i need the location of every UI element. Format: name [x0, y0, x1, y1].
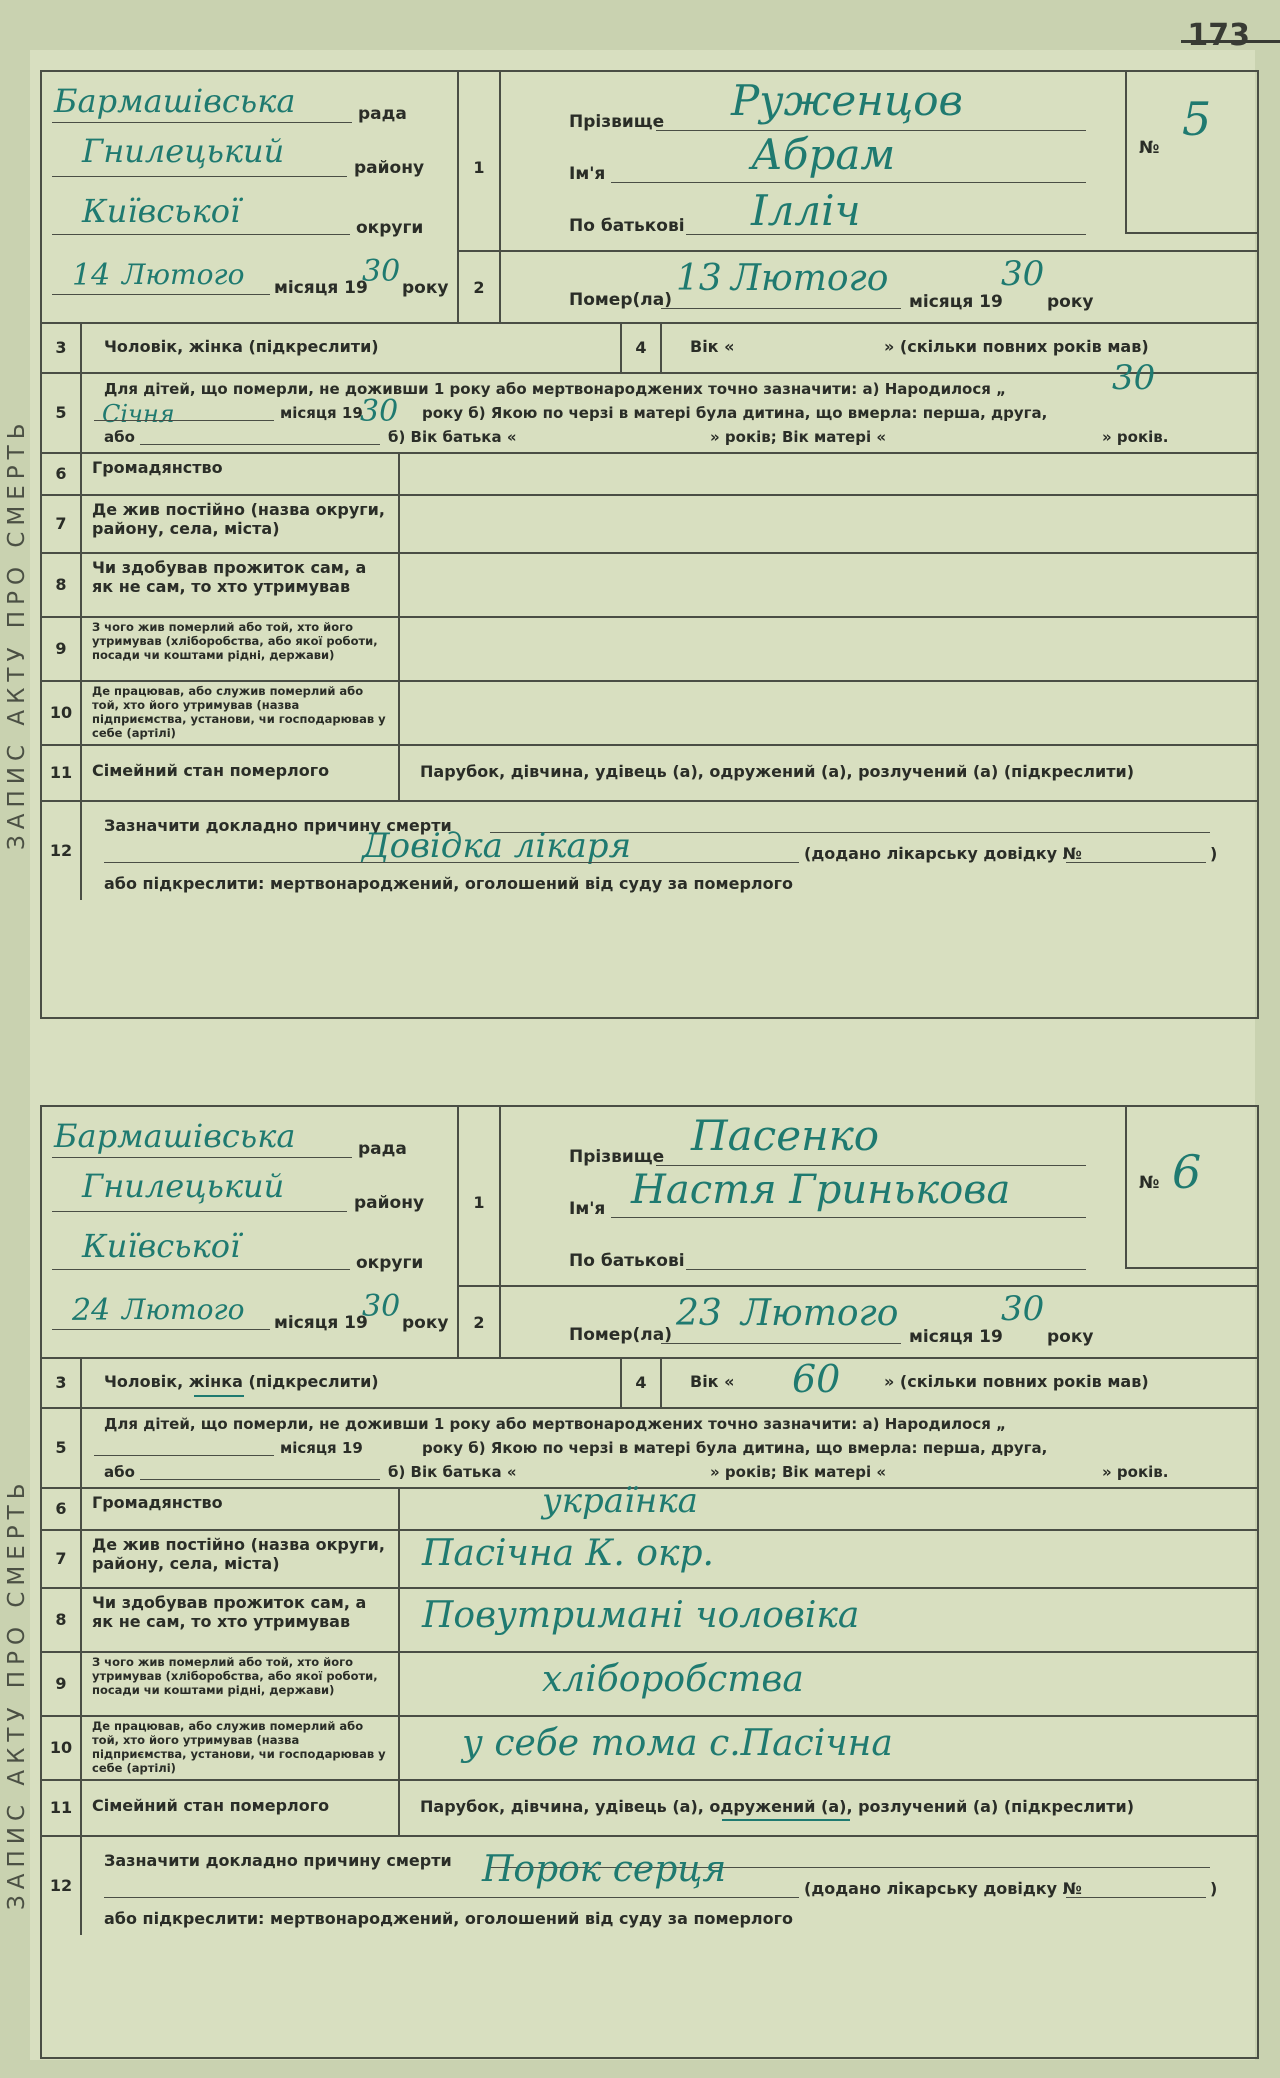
okruha-label: округи — [356, 1253, 424, 1273]
certificate-close: ) — [1210, 1879, 1218, 1898]
name-label: Ім'я — [569, 1199, 606, 1219]
died-label: Помер(ла) — [569, 1325, 672, 1345]
residence-label: Де жив постійно (назва округи, району, села, міста) — [82, 494, 400, 552]
row-work: 10 Де працював, або служив померлий або той, хто його утримував (назва підприємства, установи, чи господарював у себе (артілі) у себе тома с.Пасічна — [42, 1715, 1257, 1781]
child-line-2a: місяця 19 — [280, 1439, 363, 1457]
row-residence: 7 Де жив постійно (назва округи, району, села, міста) — [42, 494, 1257, 554]
row-work: 10 Де працював, або служив померлий або той, хто його утримував (назва підприємства, установи, чи господарював у себе (артілі) — [42, 680, 1257, 746]
deceased-block — [501, 72, 1257, 322]
patronymic-label: По батькові — [569, 216, 685, 236]
livelihood-label: З чого жив померлий або той, хто його утримував (хліборобства, або якої роботи, посади чи коштами рідні, держави) — [82, 1651, 400, 1715]
died-year: 30 — [1001, 1289, 1045, 1329]
raion-label: району — [354, 1193, 425, 1213]
rada-value: Бармашівська — [54, 82, 296, 120]
reg-month: Лютого — [122, 258, 245, 291]
number-label: № — [1139, 138, 1160, 158]
death-record-2 — [40, 1105, 1259, 2059]
child-year: 30 — [360, 394, 399, 429]
record-number: 5 — [1182, 92, 1212, 146]
row-child-info: 5 Для дітей, що померли, не доживши 1 року або мертвонароджених точно зазначити: а) Народилося „ 30 Січня місяця 19 30 року б) Якою по черзі в матері була дитина, що вмерла: перша, друга, або б) Вік батька « » років; Вік матері « » років. — [42, 372, 1257, 454]
support-label: Чи здобував прожиток сам, а як не сам, то хто утримував — [82, 552, 400, 616]
child-line-2b: року б) Якою по черзі в матері була дитина, що вмерла: перша, друга, — [422, 1439, 1048, 1457]
row-marital: 11 Сімейний стан померлого Парубок, дівчина, удівець (а), одружений (а), розлучений (а) (підкреслити) — [42, 1779, 1257, 1837]
registration-block — [42, 72, 459, 322]
died-month-label: місяця 19 — [909, 1327, 1003, 1347]
name-label: Ім'я — [569, 164, 606, 184]
row-livelihood: 9 З чого жив померлий або той, хто його утримував (хліборобства, або якої роботи, посади чи коштами рідні, держави) хліборобства — [42, 1651, 1257, 1717]
certificate-label: (додано лікарську довідку № — [804, 844, 1082, 863]
livelihood-label: З чого жив померлий або той, хто його утримував (хліборобства, або якої роботи, посади чи коштами рідні, держави) — [82, 616, 400, 680]
reg-month: Лютого — [122, 1293, 245, 1326]
reg-year: 30 — [362, 1289, 401, 1324]
residence-label: Де жив постійно (назва округи, району, села, міста) — [82, 1529, 400, 1587]
age-value: 60 — [792, 1357, 841, 1401]
residence-value: Пасічна К. окр. — [422, 1533, 714, 1574]
raion-label: району — [354, 158, 425, 178]
died-month: Лютого — [741, 1293, 899, 1334]
rada-label: рада — [358, 1139, 407, 1159]
record-header: Бармашівська рада Гнилецький району Київської округи 24 Лютого місяця 19 30 року 1 2 Прізвище Пасенко Ім'я Настя Гринькова По батькові Помер(ла) 23 Лютого місяця 19 30 року № 6 — [42, 1107, 1257, 1359]
died-day: 23 — [676, 1293, 722, 1334]
child-line-3d: » років. — [1102, 428, 1169, 446]
child-line-3a: або — [104, 428, 135, 446]
reg-year-label: року — [402, 278, 449, 298]
marital-label: Сімейний стан померлого — [82, 744, 400, 800]
certificate-close: ) — [1210, 844, 1218, 863]
work-label: Де працював, або служив померлий або той, хто його утримував (назва підприємства, установи, чи господарював у себе (артілі) — [82, 680, 400, 744]
surname-label: Прізвище — [569, 1147, 665, 1167]
age-label-close: » (скільки повних років мав) — [884, 1372, 1149, 1391]
child-month: Січня — [102, 400, 175, 428]
row-sex-age: 3 Чоловік, жінка (підкреслити) 4 Вік « 60 » (скільки повних років мав) — [42, 1357, 1257, 1409]
reg-month-label: місяця 19 — [274, 1313, 368, 1333]
child-line-2a: місяця 19 — [280, 404, 363, 422]
child-line-3c: » років; Вік матері « — [710, 1463, 887, 1481]
citizenship-label: Громадянство — [82, 452, 400, 494]
row-support: 8 Чи здобував прожиток сам, а як не сам, то хто утримував — [42, 552, 1257, 618]
marital-options: Парубок, дівчина, удівець (а), одружений (а), розлучений (а) (підкреслити) — [420, 762, 1134, 781]
row-sex-age: 3 Чоловік, жінка (підкреслити) 4 Вік « » (скільки повних років мав) — [42, 322, 1257, 374]
died-year-label: року — [1047, 1327, 1094, 1347]
sex-label: Чоловік, жінка (підкреслити) — [104, 337, 379, 356]
support-label: Чи здобував прожиток сам, а як не сам, то хто утримував — [82, 1587, 400, 1651]
age-label-open: Вік « — [690, 1372, 735, 1391]
name-value: Настя Гринькова — [631, 1167, 1011, 1213]
surname-value: Пасенко — [691, 1111, 880, 1160]
died-month-label: місяця 19 — [909, 292, 1003, 312]
row-support: 8 Чи здобував прожиток сам, а як не сам, то хто утримував Повутримані чоловіка — [42, 1587, 1257, 1653]
work-value: у себе тома с.Пасічна — [462, 1723, 893, 1764]
page-number: 173 — [1187, 18, 1250, 53]
row-marital: 11 Сімейний стан померлого Парубок, дівчина, удівець (а), одружений (а), розлучений (а) (підкреслити) — [42, 744, 1257, 802]
surname-value: Руженцов — [731, 76, 963, 125]
died-year: 30 — [1001, 254, 1045, 294]
child-line-3b: б) Вік батька « — [388, 1463, 517, 1481]
citizenship-label: Громадянство — [82, 1487, 400, 1529]
row-residence: 7 Де жив постійно (назва округи, району, села, міста) Пасічна К. окр. — [42, 1529, 1257, 1589]
died-month: Лютого — [731, 258, 889, 299]
okruha-label: округи — [356, 218, 424, 238]
record-number-box — [1125, 72, 1257, 234]
child-line-3a: або — [104, 1463, 135, 1481]
child-line-1: Для дітей, що померли, не доживши 1 року або мертвонароджених точно зазначити: а) Народилося „ — [104, 380, 1006, 398]
patronymic-value: Ілліч — [751, 186, 861, 235]
stillborn-label: або підкреслити: мертвонароджений, оголошений від суду за померлого — [104, 1909, 793, 1928]
row-citizenship: 6 Громадянство українка — [42, 1487, 1257, 1531]
child-line-3b: б) Вік батька « — [388, 428, 517, 446]
child-line-3d: » років. — [1102, 1463, 1169, 1481]
reg-year-label: року — [402, 1313, 449, 1333]
row-child-info: 5 Для дітей, що померли, не доживши 1 року або мертвонароджених точно зазначити: а) Народилося „ місяця 19 року б) Якою по черзі в матері була дитина, що вмерла: перша, друга, або б) Вік батька « » років; Вік матері « » років. — [42, 1407, 1257, 1489]
child-line-3c: » років; Вік матері « — [710, 428, 887, 446]
child-day: 30 — [1112, 358, 1156, 398]
citizenship-value: українка — [542, 1481, 698, 1521]
raion-value: Гнилецький — [82, 1167, 285, 1205]
cause-value: Порок серця — [482, 1849, 727, 1890]
rada-value: Бармашівська — [54, 1117, 296, 1155]
row-cause: 12 Зазначити докладно причину смерти Порок серця (додано лікарську довідку № ) або підкреслити: мертвонароджений, оголошений від суду за померлого — [42, 1835, 1257, 2057]
record-number-box — [1125, 1107, 1257, 1269]
row-cause: 12 Зазначити докладно причину смерти Довідка лікаря (додано лікарську довідку № ) або підкреслити: мертвонароджений, оголошений від суду за померлого — [42, 800, 1257, 1017]
raion-value: Гнилецький — [82, 132, 285, 170]
okruha-value: Київської — [82, 192, 241, 230]
reg-day: 14 — [72, 258, 111, 293]
record-number: 6 — [1172, 1145, 1202, 1199]
cause-label: Зазначити докладно причину смерти — [104, 1851, 452, 1870]
okruha-value: Київської — [82, 1227, 241, 1265]
cause-label: Зазначити докладно причину смерти — [104, 816, 452, 835]
work-label: Де працював, або служив померлий або той, хто його утримував (назва підприємства, установи, чи господарював у себе (артілі) — [82, 1715, 400, 1779]
edge-title-bottom: ЗАПИС АКТУ ПРО СМЕРТЬ — [4, 1477, 30, 1910]
died-year-label: року — [1047, 292, 1094, 312]
sex-label: Чоловік, жінка (підкреслити) — [104, 1372, 379, 1391]
surname-label: Прізвище — [569, 112, 665, 132]
row-citizenship: 6 Громадянство — [42, 452, 1257, 496]
reg-month-label: місяця 19 — [274, 278, 368, 298]
patronymic-label: По батькові — [569, 1251, 685, 1271]
child-line-2b: року б) Якою по черзі в матері була дитина, що вмерла: перша, друга, — [422, 404, 1048, 422]
age-label-open: Вік « — [690, 337, 735, 356]
number-label: № — [1139, 1173, 1160, 1193]
rada-label: рада — [358, 104, 407, 124]
marital-label: Сімейний стан померлого — [82, 1779, 400, 1835]
reg-year: 30 — [362, 254, 401, 289]
death-record-1 — [40, 70, 1259, 1019]
certificate-label: (додано лікарську довідку № — [804, 1879, 1082, 1898]
registration-block — [42, 1107, 459, 1357]
name-value: Абрам — [751, 130, 896, 179]
cause-value: Довідка лікаря — [362, 826, 632, 866]
died-day: 13 — [676, 258, 722, 299]
livelihood-value: хліборобства — [542, 1659, 804, 1700]
edge-title-top: ЗАПИС АКТУ ПРО СМЕРТЬ — [4, 417, 30, 850]
record-header: Бармашівська рада Гнилецький району Київської округи 14 Лютого місяця 19 30 року 1 2 Прізвище Руженцов Ім'я Абрам По батькові Ілліч Помер(ла) 13 Лютого місяця 19 30 року № 5 — [42, 72, 1257, 324]
child-line-1: Для дітей, що померли, не доживши 1 року або мертвонароджених точно зазначити: а) Народилося „ — [104, 1415, 1006, 1433]
died-label: Помер(ла) — [569, 290, 672, 310]
age-label-close: » (скільки повних років мав) — [884, 337, 1149, 356]
support-value: Повутримані чоловіка — [422, 1595, 860, 1636]
reg-day: 24 — [72, 1293, 111, 1328]
marital-options: Парубок, дівчина, удівець (а), одружений (а), розлучений (а) (підкреслити) — [420, 1797, 1134, 1816]
stillborn-label: або підкреслити: мертвонароджений, оголошений від суду за померлого — [104, 874, 793, 893]
deceased-block — [501, 1107, 1257, 1357]
row-livelihood: 9 З чого жив померлий або той, хто його утримував (хліборобства, або якої роботи, посади чи коштами рідні, держави) — [42, 616, 1257, 682]
